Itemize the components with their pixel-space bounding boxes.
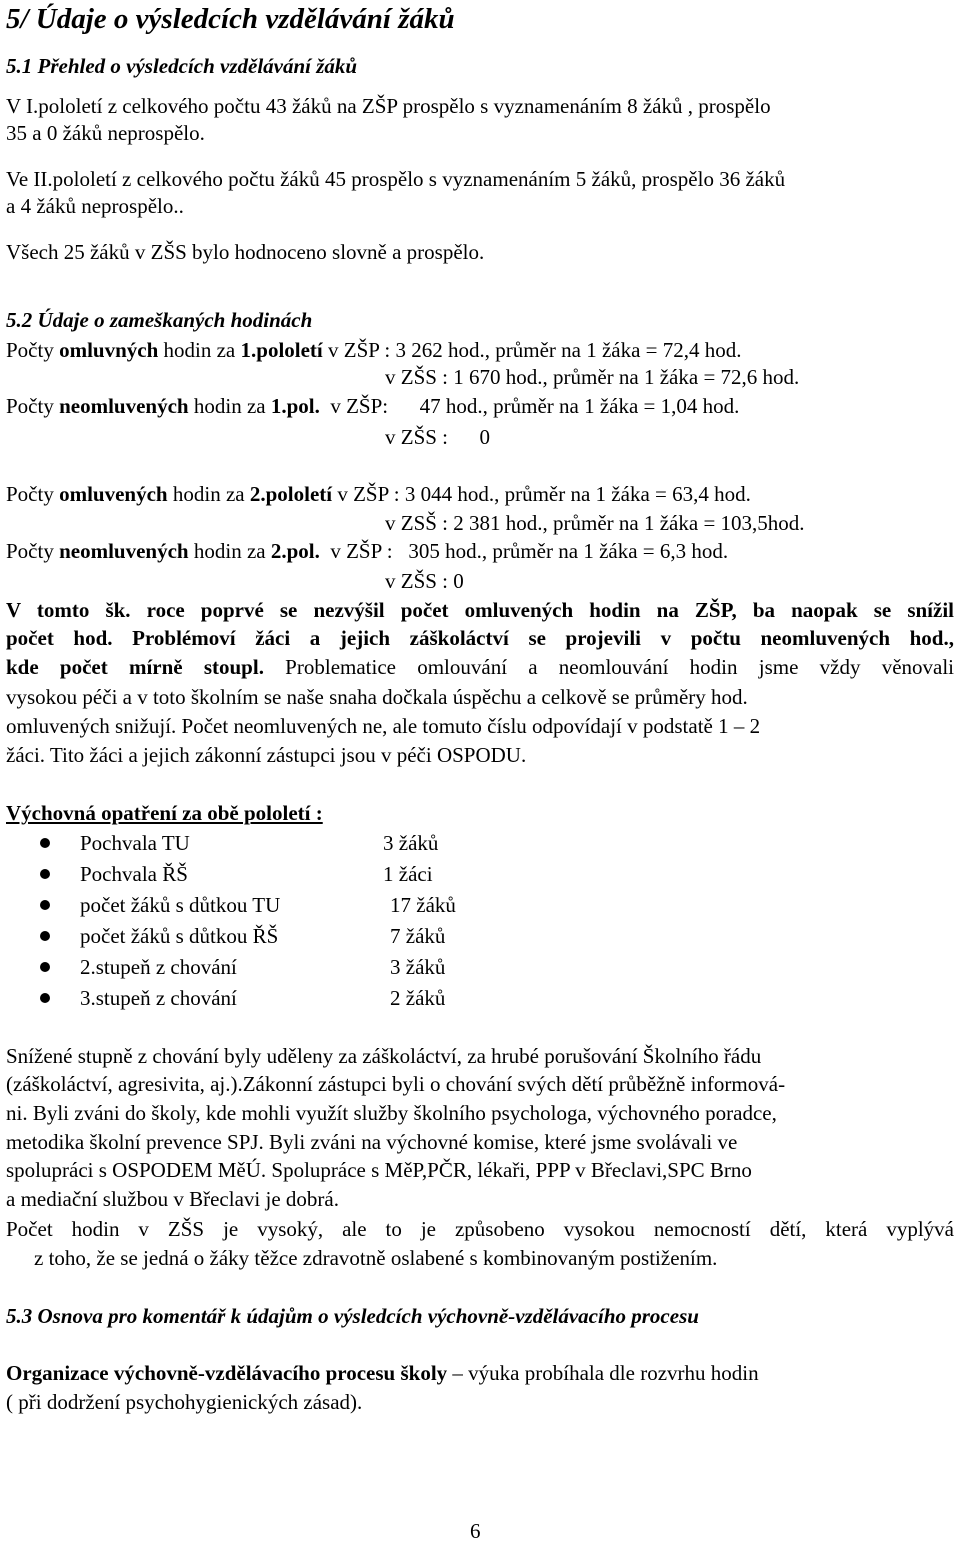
measure-label: 2.stupeň z chování (80, 955, 237, 979)
absence-line-3-e: v ZŠP: 47 hod., průměr na 1 žáka = 1,04 hod. (319, 394, 740, 418)
absence-line-7 (6, 538, 728, 564)
behaviour-para-line-5: spolupráci s OSPODEM MěÚ. Spolupráce s MěP,PČR, lékaři, PPP v Břeclavi,SPC Brno (6, 1158, 752, 1182)
absence-line-5-e: v ZŠP : 3 044 hod., průměr na 1 žáka = 63,4 hod. (332, 482, 751, 506)
absence-line-3-c: hodin za (188, 394, 271, 418)
absence-line-3-d: 1.pol. (270, 394, 320, 418)
measure-value: 7 žáků (390, 924, 446, 948)
absence-line-4: v ZŠS : 0 (385, 425, 491, 449)
bullet-icon (40, 931, 50, 941)
comment-line-4: vysokou péči a v toto školním se naše snaha dočkala úspěchu a celkově se průměry hod. (6, 685, 748, 709)
behaviour-para-line-1: Snížené stupně z chování byly uděleny za záškoláctví, za hrubé porušování Školního řádu (6, 1044, 762, 1068)
absence-line-1-a: Počty (6, 338, 60, 362)
organization-bold: Organizace výchovně-vzdělávacího procesu školy (6, 1361, 448, 1385)
absence-line-8: v ZŠS : 0 (385, 569, 464, 593)
comment-line-1: V tomto šk. roce poprvé se nezvýšil počet omluvených hodin na ZŠP, ba naopak se snížil (6, 598, 954, 622)
absence-line-1-c: hodin za (158, 338, 241, 362)
measures-title: Výchovná opatření za obě pololetí : (6, 801, 323, 825)
measure-value: 1 žáci (383, 862, 433, 886)
measure-label: počet žáků s důtkou ŘŠ (80, 924, 279, 948)
organization-line-2: ( při dodržení psychohygienických zásad). (6, 1390, 363, 1414)
absence-line-7-d: 2.pol. (270, 539, 320, 563)
absence-line-7-b: neomluvených (59, 539, 189, 563)
absence-line-3 (6, 393, 739, 419)
page-number: 6 (470, 1519, 481, 1543)
behaviour-para-line-7: Počet hodin v ZŠS je vysoký, ale to je způsobeno vysokou nemocností dětí, která vyplývá (6, 1217, 954, 1241)
absence-line-7-c: hodin za (188, 539, 271, 563)
measure-label: počet žáků s důtkou TU (80, 893, 281, 917)
absence-line-1 (6, 337, 742, 363)
comment-line-3 (6, 654, 954, 680)
section-5-1-title: 5.1 Přehled o výsledcích vzdělávání žáků (6, 54, 358, 78)
s51-paragraph-2: Ve II.pololetí z celkového počtu žáků 45 prospělo s vyznamenáním 5 žáků, prospělo 36 žáků (6, 167, 786, 191)
s51-paragraph-1: V I.pololetí z celkového počtu 43 žáků na ZŠP prospělo s vyznamenáním 8 žáků , prospělo (6, 94, 771, 118)
behaviour-para-line-2: (záškoláctví, agresivita, aj.).Zákonní zástupci byli o chování svých dětí průběžně informová- (6, 1072, 786, 1096)
behaviour-para-line-8: z toho, že se jedná o žáky těžce zdravotně oslabené s kombinovaným postižením. (34, 1246, 718, 1270)
absence-line-1-d: 1.pololetí (240, 338, 323, 362)
section-5-2-title: 5.2 Údaje o zameškaných hodinách (6, 308, 313, 332)
s51-paragraph-2-cont: a 4 žáků neprospělo.. (6, 194, 184, 218)
absence-line-5-a: Počty (6, 482, 60, 506)
comment-line-5: omluvených snižují. Počet neomluvených ne, ale tomuto číslu odpovídají v podstatě 1 – 2 (6, 714, 761, 738)
section-5-3-title: 5.3 Osnova pro komentář k údajům o výsledcích výchovně-vzdělávacího procesu (6, 1304, 699, 1328)
behaviour-para-line-3: ni. Byli zváni do školy, kde mohli využít služby školního psychologa, výchovného poradce, (6, 1101, 777, 1125)
absence-line-7-e: v ZŠP : 305 hod., průměr na 1 žáka = 6,3 hod. (319, 539, 729, 563)
absence-line-5-d: 2.pololetí (249, 482, 333, 506)
measure-label: Pochvala ŘŠ (80, 862, 188, 886)
behaviour-para-line-6: a mediační službou v Břeclavi je dobrá. (6, 1187, 339, 1211)
s51-paragraph-3: Všech 25 žáků v ZŠS bylo hodnoceno slovně a prospělo. (6, 240, 485, 264)
absence-line-5-b: omluvených (59, 482, 168, 506)
bullet-icon (40, 869, 50, 879)
bullet-icon (40, 838, 50, 848)
organization-line-1 (6, 1360, 759, 1386)
absence-line-1-b: omluvných (59, 338, 159, 362)
measure-value: 2 žáků (390, 986, 446, 1010)
behaviour-para-line-4: metodika školní prevence SPJ. Byli zváni na výchovné komise, které jsme svolávali ve (6, 1130, 738, 1154)
bullet-icon (40, 962, 50, 972)
absence-line-6: v ZSŠ : 2 381 hod., průměr na 1 žáka = 103,5hod. (385, 511, 805, 535)
comment-line-6: žáci. Tito žáci a jejich zákonní zástupci jsou v péči OSPODU. (6, 743, 527, 767)
measure-label: 3.stupeň z chování (80, 986, 237, 1010)
absence-line-2: v ZŠS : 1 670 hod., průměr na 1 žáka = 72,6 hod. (385, 365, 800, 389)
absence-line-5 (6, 481, 751, 507)
measure-value: 17 žáků (390, 893, 456, 917)
comment-line-3-bold: kde počet mírně stoupl. (6, 655, 264, 679)
absence-line-5-c: hodin za (167, 482, 250, 506)
comment-line-2: počet hod. Problémoví žáci a jejich záškoláctví se projevili v počtu neomluvených hod., (6, 626, 954, 650)
measure-value: 3 žáků (390, 955, 446, 979)
absence-line-7-a: Počty (6, 539, 60, 563)
s51-paragraph-1-cont: 35 a 0 žáků neprospělo. (6, 121, 205, 145)
measure-value: 3 žáků (383, 831, 439, 855)
page-heading: 5/ Údaje o výsledcích vzdělávání žáků (6, 3, 455, 35)
absence-line-1-e: v ZŠP : 3 262 hod., průměr na 1 žáka = 72,4 hod. (322, 338, 742, 362)
organization-rest: – výuka probíhala dle rozvrhu hodin (447, 1361, 759, 1385)
bullet-icon (40, 900, 50, 910)
absence-line-3-b: neomluvených (59, 394, 189, 418)
bullet-icon (40, 993, 50, 1003)
measure-label: Pochvala TU (80, 831, 190, 855)
absence-line-3-a: Počty (6, 394, 60, 418)
comment-line-3-rest: Problematice omlouvání a neomlouvání hodin jsme vždy věnovali (263, 655, 955, 679)
